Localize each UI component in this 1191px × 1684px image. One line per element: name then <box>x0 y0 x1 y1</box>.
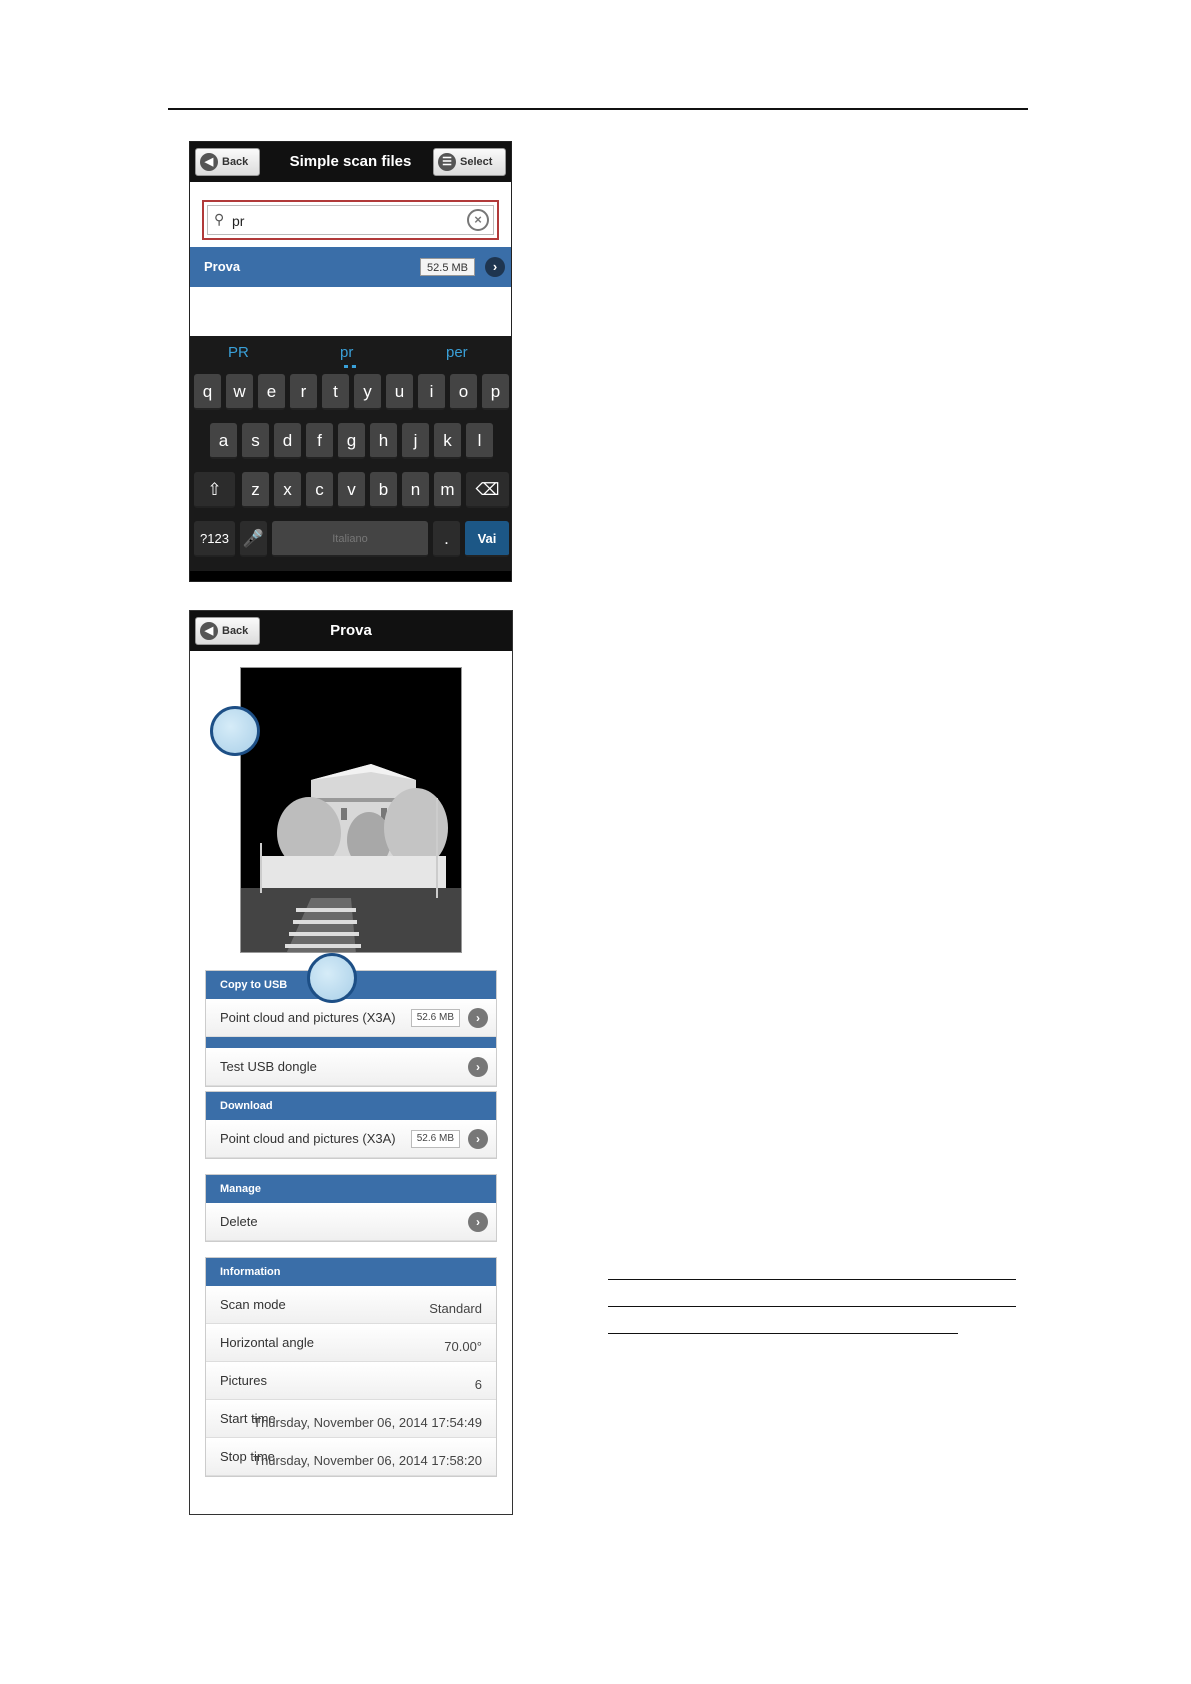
key-j[interactable]: j <box>402 423 429 459</box>
suggestion-2[interactable]: pr <box>340 344 354 361</box>
download-point-cloud-row[interactable] <box>206 1120 496 1158</box>
select-label: Select <box>460 156 493 168</box>
blank-line-3 <box>608 1333 958 1334</box>
key-y[interactable]: y <box>354 374 381 410</box>
blank-line-1 <box>608 1279 1016 1280</box>
simple-scan-files-screen <box>189 141 512 582</box>
microphone-icon: 🎤 <box>242 529 265 548</box>
key-q[interactable]: q <box>194 374 221 410</box>
back-label: Back <box>222 625 249 637</box>
info-value: Thursday, November 06, 2014 17:54:49 <box>253 1415 482 1430</box>
key-i[interactable]: i <box>418 374 445 410</box>
file-size-badge: 52.5 MB <box>420 258 475 276</box>
search-highlight-frame <box>202 200 499 240</box>
info-row-stop-time <box>206 1438 496 1476</box>
info-row-scan-mode <box>206 1286 496 1324</box>
key-x[interactable]: x <box>274 472 301 508</box>
screen-title: Prova <box>330 622 372 639</box>
download-section <box>205 1091 497 1159</box>
manage-section <box>205 1174 497 1242</box>
info-label: Start time <box>220 1411 276 1426</box>
key-w[interactable]: w <box>226 374 253 410</box>
info-value: 70.00° <box>444 1339 482 1354</box>
key-p[interactable]: p <box>482 374 509 410</box>
period-key[interactable]: . <box>433 521 460 557</box>
suggestion-3[interactable]: per <box>446 344 468 361</box>
chevron-right-icon: › <box>468 1008 488 1028</box>
space-key[interactable]: Italiano <box>272 521 428 557</box>
microphone-key[interactable] <box>240 521 267 557</box>
key-e[interactable]: e <box>258 374 285 410</box>
test-usb-dongle-row[interactable] <box>206 1048 496 1086</box>
back-arrow-icon: ◀ <box>200 622 218 640</box>
info-label: Stop time <box>220 1449 275 1464</box>
key-h[interactable]: h <box>370 423 397 459</box>
information-section <box>205 1257 497 1477</box>
key-o[interactable]: o <box>450 374 477 410</box>
key-l[interactable]: l <box>466 423 493 459</box>
callout-marker-1 <box>210 706 260 756</box>
chevron-right-icon[interactable]: › <box>485 257 505 277</box>
key-c[interactable]: c <box>306 472 333 508</box>
title-bar <box>190 142 511 182</box>
scan-preview-image <box>240 667 462 953</box>
row-label: Point cloud and pictures (X3A) <box>220 1131 396 1146</box>
file-size-badge: 52.6 MB <box>411 1130 460 1148</box>
key-u[interactable]: u <box>386 374 413 410</box>
blank-line-2 <box>608 1306 1016 1307</box>
back-label: Back <box>222 156 249 168</box>
key-a[interactable]: a <box>210 423 237 459</box>
key-m[interactable]: m <box>434 472 461 508</box>
row-label: Delete <box>220 1214 258 1229</box>
section-header: Copy to USB <box>206 971 496 999</box>
screen-title: Simple scan files <box>289 153 412 170</box>
page-top-rule <box>168 108 1028 110</box>
info-value: Thursday, November 06, 2014 17:58:20 <box>253 1453 482 1468</box>
file-size-badge: 52.6 MB <box>411 1009 460 1027</box>
key-g[interactable]: g <box>338 423 365 459</box>
info-label: Scan mode <box>220 1297 286 1312</box>
key-n[interactable]: n <box>402 472 429 508</box>
row-label: Test USB dongle <box>220 1059 317 1074</box>
section-header: Information <box>206 1258 496 1286</box>
more-suggestions-dots <box>344 365 356 368</box>
info-value: 6 <box>474 1377 482 1392</box>
row-label: Point cloud and pictures (X3A) <box>220 1010 396 1025</box>
title-bar <box>190 611 512 651</box>
shift-key[interactable] <box>194 472 235 508</box>
select-button[interactable] <box>433 148 506 176</box>
go-key[interactable]: Vai <box>465 521 509 557</box>
section-divider <box>206 1037 496 1048</box>
key-s[interactable]: s <box>242 423 269 459</box>
on-screen-keyboard <box>190 336 511 571</box>
info-value: Standard <box>429 1301 482 1316</box>
info-row-horizontal-angle <box>206 1324 496 1362</box>
backspace-icon: ⌫ <box>475 480 500 499</box>
chevron-right-icon: › <box>468 1129 488 1149</box>
symbols-key[interactable]: ?123 <box>194 521 235 557</box>
file-list-item[interactable] <box>190 247 511 287</box>
key-k[interactable]: k <box>434 423 461 459</box>
search-icon: ⚲ <box>214 211 225 227</box>
key-v[interactable]: v <box>338 472 365 508</box>
suggestion-1[interactable]: PR <box>228 344 249 361</box>
point-cloud-preview <box>241 668 462 953</box>
key-b[interactable]: b <box>370 472 397 508</box>
search-field <box>207 205 494 235</box>
key-t[interactable]: t <box>322 374 349 410</box>
info-label: Horizontal angle <box>220 1335 314 1350</box>
key-f[interactable]: f <box>306 423 333 459</box>
info-label: Pictures <box>220 1373 267 1388</box>
section-header: Manage <box>206 1175 496 1203</box>
key-d[interactable]: d <box>274 423 301 459</box>
section-header: Download <box>206 1092 496 1120</box>
key-r[interactable]: r <box>290 374 317 410</box>
backspace-key[interactable] <box>466 472 509 508</box>
chevron-right-icon: › <box>468 1057 488 1077</box>
shift-icon: ⇧ <box>207 480 222 499</box>
copy-point-cloud-row[interactable] <box>206 999 496 1037</box>
info-row-pictures <box>206 1362 496 1400</box>
search-input[interactable] <box>232 210 462 232</box>
key-z[interactable]: z <box>242 472 269 508</box>
file-name: Prova <box>204 259 241 274</box>
clear-search-icon[interactable]: × <box>467 209 489 231</box>
delete-row[interactable] <box>206 1203 496 1241</box>
list-icon: ☰ <box>438 153 456 171</box>
chevron-right-icon: › <box>468 1212 488 1232</box>
suggestion-bar <box>190 336 511 372</box>
info-row-start-time <box>206 1400 496 1438</box>
back-arrow-icon: ◀ <box>200 153 218 171</box>
callout-marker-2 <box>307 953 357 1003</box>
